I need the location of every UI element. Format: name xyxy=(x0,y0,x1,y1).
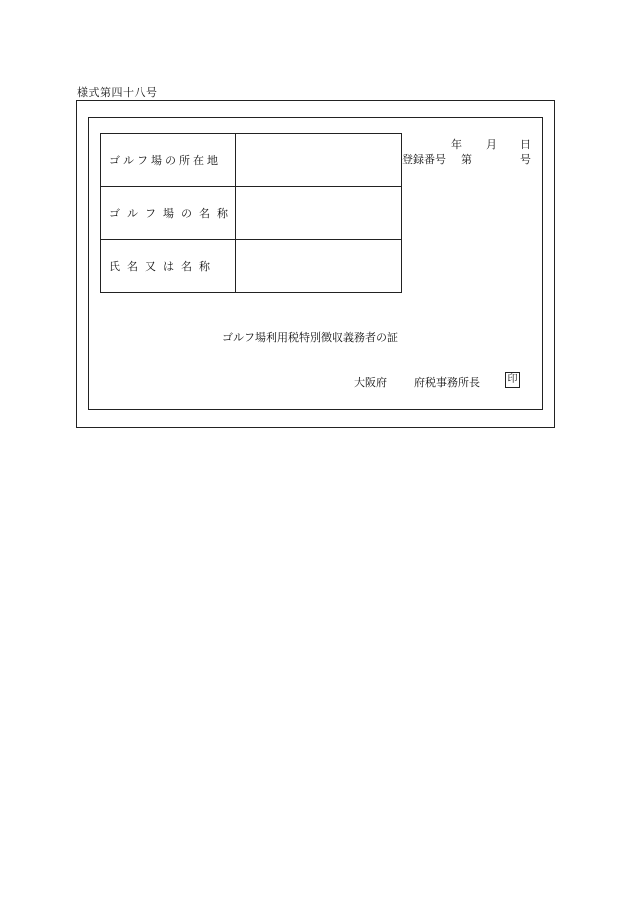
date-year: 年 xyxy=(451,138,462,151)
field-table xyxy=(100,133,402,293)
registration-suffix: 号 xyxy=(520,153,531,166)
field-value-name xyxy=(236,187,402,240)
date-month: 月 xyxy=(486,138,497,151)
field-label-name: ゴルフ場の名称 xyxy=(101,187,236,240)
field-row-name xyxy=(101,187,402,240)
issuer-prefecture: 大阪府 xyxy=(354,376,387,389)
field-label-holder: 氏名又は名称 xyxy=(101,240,236,293)
form-number: 様式第四十八号 xyxy=(77,86,158,99)
field-label-location: ゴルフ場の所在地 xyxy=(101,134,236,187)
issuer-office: 府税事務所長 xyxy=(414,376,480,389)
registration-label: 登録番号 xyxy=(402,153,446,166)
field-value-holder xyxy=(236,240,402,293)
field-row-location xyxy=(101,134,402,187)
field-value-location xyxy=(236,134,402,187)
field-row-holder xyxy=(101,240,402,293)
certificate-title: ゴルフ場利用税特別徴収義務者の証 xyxy=(222,331,398,344)
seal-mark: 印 xyxy=(505,372,520,388)
registration-prefix: 第 xyxy=(461,153,472,166)
date-day: 日 xyxy=(520,138,531,151)
